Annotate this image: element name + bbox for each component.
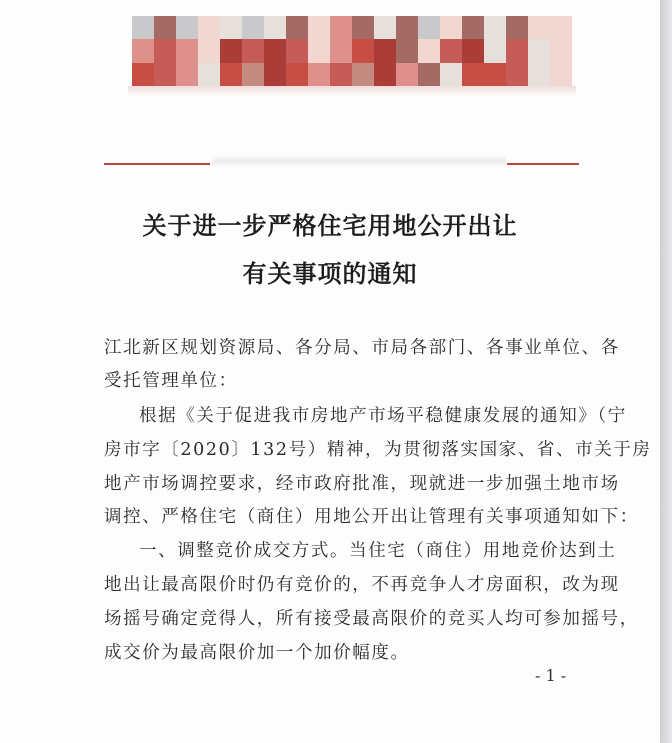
redaction-pixel <box>132 16 154 39</box>
addressee-line-1: 江北新区规划资源局、各分局、市局各部门、各事业单位、各 <box>104 338 620 358</box>
redaction-pixel <box>242 63 264 86</box>
document-title-line-2: 有关事项的通知 <box>242 259 418 288</box>
redaction-pixel <box>286 16 308 39</box>
redaction-pixel <box>242 16 264 39</box>
redaction-pixel <box>528 16 550 39</box>
blurred-rule-center <box>212 155 506 167</box>
redaction-pixel <box>198 63 220 86</box>
page-number: - 1 - <box>535 666 567 685</box>
redaction-pixel <box>396 39 418 62</box>
redaction-pixel <box>308 16 330 39</box>
redaction-pixel <box>462 16 484 39</box>
redaction-pixel <box>484 16 506 39</box>
redaction-pixel <box>198 39 220 62</box>
redaction-pixel <box>220 63 242 86</box>
paragraph-line: 成交价为最高限价加一个加价幅度。 <box>104 643 410 663</box>
redaction-pixel <box>506 39 528 62</box>
redacted-letterhead <box>132 16 572 86</box>
redaction-pixel <box>374 39 396 62</box>
redaction-pixel <box>374 16 396 39</box>
redaction-pixel <box>440 63 462 86</box>
addressee-line-2: 受托管理单位： <box>104 371 238 391</box>
redaction-pixel <box>176 39 198 62</box>
redaction-pixel <box>484 39 506 62</box>
redaction-pixel <box>176 63 198 86</box>
paragraph-line: 调控、严格住宅（商住）用地公开出让管理有关事项通知如下： <box>104 507 639 527</box>
redaction-pixel <box>308 63 330 86</box>
redaction-pixel <box>550 16 572 39</box>
redaction-pixel <box>330 39 352 62</box>
redaction-pixel <box>330 63 352 86</box>
redaction-pixel <box>462 63 484 86</box>
redaction-pixel <box>506 63 528 86</box>
red-rule-left <box>104 163 210 165</box>
redaction-pixel <box>154 63 176 86</box>
paragraph-line: 地出让最高限价时仍有竞价的，不再竞争人才房面积，改为现 <box>104 575 620 595</box>
redaction-pixel <box>462 39 484 62</box>
redaction-pixel <box>550 63 572 86</box>
redaction-pixel <box>154 16 176 39</box>
redaction-pixel <box>220 16 242 39</box>
paragraph-line: 场摇号确定竞得人，所有接受最高限价的竞买人均可参加摇号， <box>104 609 639 629</box>
paragraph-line: 地产市场调控要求，经市政府批准，现就进一步加强土地市场 <box>104 474 620 494</box>
redaction-pixel <box>132 63 154 86</box>
paragraph-line: 房市字〔2020〕132号）精神，为贯彻落实国家、省、市关于房 <box>104 440 652 460</box>
redaction-pixel <box>418 39 440 62</box>
redaction-pixel <box>264 39 286 62</box>
redaction-pixel <box>506 16 528 39</box>
redaction-pixel <box>220 39 242 62</box>
redaction-pixel <box>286 39 308 62</box>
redaction-pixel <box>440 16 462 39</box>
redaction-pixel <box>550 39 572 62</box>
redaction-pixel <box>352 39 374 62</box>
redaction-pixel <box>528 63 550 86</box>
redaction-pixel <box>418 16 440 39</box>
redaction-pixel <box>308 39 330 62</box>
redaction-pixel <box>484 63 506 86</box>
page-edge-shadow <box>660 0 672 743</box>
redaction-pixel <box>352 63 374 86</box>
redaction-pixel <box>132 39 154 62</box>
red-rule-right <box>507 163 579 165</box>
redaction-pixel <box>264 63 286 86</box>
redaction-pixel <box>352 16 374 39</box>
redaction-pixel <box>396 63 418 86</box>
document-title-line-1: 关于进一步严格住宅用地公开出让 <box>142 211 518 240</box>
redaction-pixel <box>286 63 308 86</box>
redaction-pixel <box>242 39 264 62</box>
redaction-pixel <box>440 39 462 62</box>
paragraph-line: 根据《关于促进我市房地产市场平稳健康发展的通知》（宁 <box>139 406 627 426</box>
redaction-pixel <box>396 16 418 39</box>
redaction-pixel <box>418 63 440 86</box>
redaction-pixel <box>528 39 550 62</box>
redaction-pixel <box>374 63 396 86</box>
redaction-pixel <box>176 16 198 39</box>
redaction-pixel <box>198 16 220 39</box>
paragraph-line: 一、调整竞价成交方式。当住宅（商住）用地竞价达到土 <box>139 541 617 561</box>
redaction-pixel <box>330 16 352 39</box>
redaction-pixel <box>264 16 286 39</box>
redaction-pixel <box>154 39 176 62</box>
redacted-letterhead-fade <box>128 86 576 96</box>
